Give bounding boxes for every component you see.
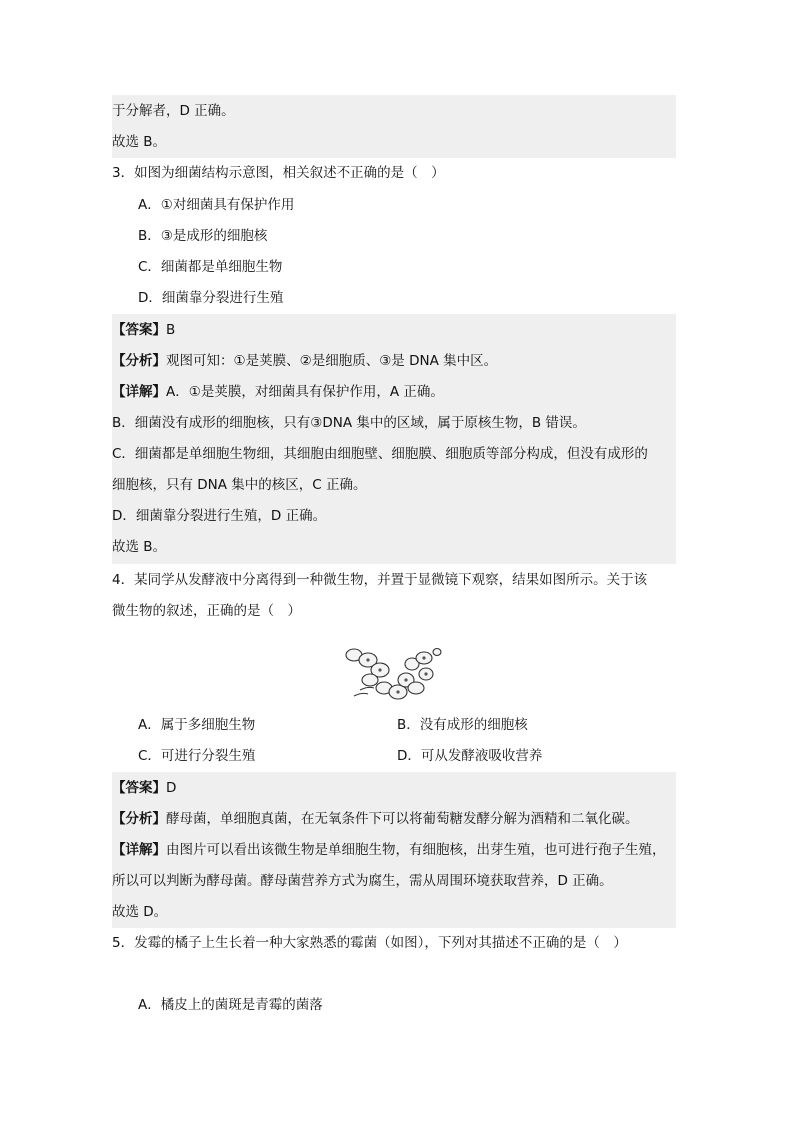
question-3-option-c: C．细菌都是单细胞生物 xyxy=(138,259,283,275)
detail-line: D．细菌靠分裂进行生殖，D 正确。 xyxy=(112,508,327,524)
question-4-option-a: A．属于多细胞生物 xyxy=(138,717,256,733)
detail-line: C．细菌都是单细胞生物细，其细胞由细胞壁、细胞膜、细胞质等部分构成，但没有成形的 xyxy=(112,446,648,462)
yeast-cells-icon xyxy=(340,640,452,702)
question-5-stem: 5．发霉的橘子上生长着一种大家熟悉的霉菌（如图），下列对其描述不正确的是（ ） xyxy=(112,935,627,951)
question-3-detail xyxy=(112,377,444,408)
detail-line: B．细菌没有成形的细胞核，只有③DNA 集中的区域，属于原核生物，B 错误。 xyxy=(112,415,586,431)
question-4-answer xyxy=(112,773,176,804)
question-3-option-d: D．细菌靠分裂进行生殖 xyxy=(138,290,284,306)
question-4-option-d: D．可从发酵液吸收营养 xyxy=(397,748,543,764)
answer-value: B xyxy=(166,322,176,338)
question-5-option-a: A．橘皮上的菌斑是青霉的菌落 xyxy=(138,997,323,1013)
detail-line: 所以可以判断为酵母菌。酵母菌营养方式为腐生，需从周围环境获取营养，D 正确。 xyxy=(112,873,613,889)
answer-label: 【答案】 xyxy=(112,322,166,338)
detail-text: 由图片可以看出该微生物是单细胞生物，有细胞核，出芽生殖，也可进行孢子生殖， xyxy=(166,842,666,858)
answer-value: D xyxy=(166,780,177,796)
detail-text: A．①是荚膜，对细菌具有保护作用，A 正确。 xyxy=(166,384,444,400)
question-3-option-a: A．①对细菌具有保护作用 xyxy=(138,197,295,213)
question-3-answer xyxy=(112,315,175,346)
answer-label: 【答案】 xyxy=(112,780,166,796)
answer-continuation: 于分解者，D 正确。 xyxy=(112,103,235,119)
analysis-label: 【分析】 xyxy=(112,353,166,369)
question-3-stem: 3．如图为细菌结构示意图，相关叙述不正确的是（ ） xyxy=(112,165,445,181)
conclusion-text: 故选 D。 xyxy=(112,904,168,920)
detail-line: 细胞核，只有 DNA 集中的核区，C 正确。 xyxy=(112,477,367,493)
question-4-stem-cont: 微生物的叙述，正确的是（ ） xyxy=(112,603,301,619)
analysis-text: 观图可知：①是荚膜、②是细胞质、③是 DNA 集中区。 xyxy=(166,353,498,369)
question-4-option-b: B．没有成形的细胞核 xyxy=(397,717,528,733)
question-4-option-c: C．可进行分裂生殖 xyxy=(138,748,256,764)
question-4-detail xyxy=(112,835,666,866)
question-3-analysis xyxy=(112,346,497,377)
conclusion-text: 故选 B。 xyxy=(112,134,167,150)
question-4-analysis xyxy=(112,804,639,835)
analysis-label: 【分析】 xyxy=(112,811,166,827)
conclusion-text: 故选 B。 xyxy=(112,539,167,555)
analysis-text: 酵母菌，单细胞真菌，在无氧条件下可以将葡萄糖发酵分解为酒精和二氧化碳。 xyxy=(166,811,639,827)
detail-label: 【详解】 xyxy=(112,842,166,858)
question-4-stem: 4．某同学从发酵液中分离得到一种微生物，并置于显微镜下观察，结果如图所示。关于该 xyxy=(112,572,648,588)
question-3-option-b: B．③是成形的细胞核 xyxy=(138,228,268,244)
detail-label: 【详解】 xyxy=(112,384,166,400)
